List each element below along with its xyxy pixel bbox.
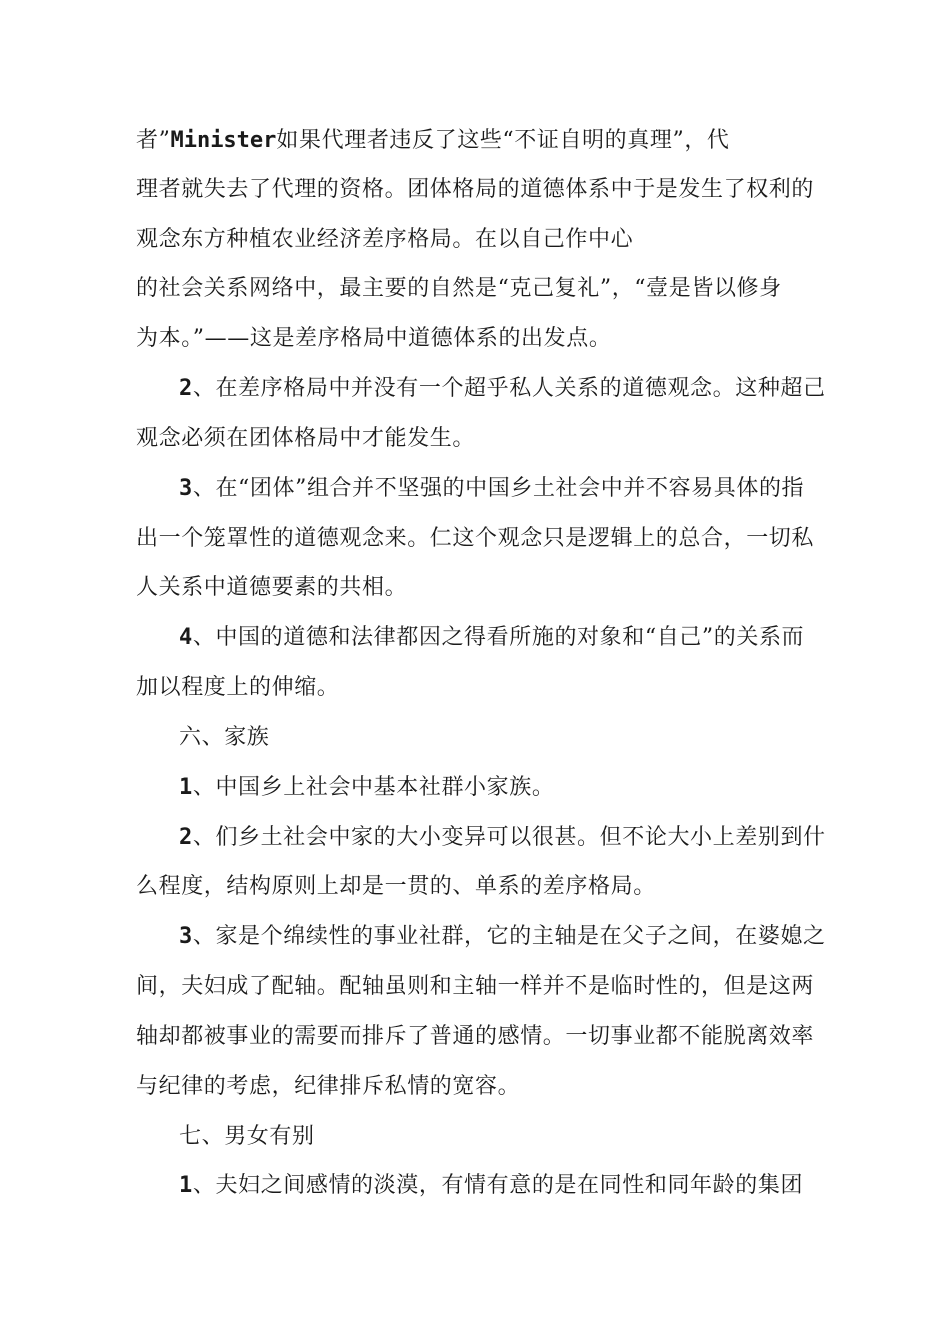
section-heading: 七、男女有别 [179, 1124, 315, 1149]
text-line: 理者就失去了代理的资格。团体格局的道德体系中于是发生了权利的 [136, 177, 815, 202]
numbered-paragraph [179, 474, 879, 504]
paragraph-text: 、在“团体”组合并不坚强的中国乡土社会中并不容易具体的指 [192, 476, 805, 501]
text-line: 观念必须在团体格局中才能发生。 [136, 426, 476, 451]
numbered-paragraph [179, 823, 879, 853]
text-line: 的社会关系网络中，最主要的自然是“克己复礼”，“壹是皆以修身 [136, 276, 782, 301]
paragraph-text: 、家是个绵续性的事业社群，它的主轴是在父子之间，在婆媳之 [192, 924, 826, 949]
item-number: 3 [179, 476, 193, 501]
item-number: 3 [179, 924, 193, 949]
numbered-paragraph [179, 1171, 879, 1201]
item-number: 4 [179, 625, 193, 650]
text-line: 观念东方种植农业经济差序格局。在以自己作中心 [136, 227, 634, 252]
item-number: 2 [179, 825, 193, 850]
text-fragment: 如果代理者违反了这些“不证自明的真理”，代 [276, 128, 730, 153]
paragraph-text: 、中国乡上社会中基本社群小家族。 [192, 775, 555, 800]
text-line: 么程度，结构原则上却是一贯的、单系的差序格局。 [136, 874, 656, 899]
numbered-paragraph [179, 773, 879, 803]
numbered-paragraph [179, 623, 879, 653]
text-line: 为本。”——这是差序格局中道德体系的出发点。 [136, 326, 612, 351]
paragraph-text: 、们乡土社会中家的大小变异可以很甚。但不论大小上差别到什 [192, 825, 826, 850]
text-line: 加以程度上的伸缩。 [136, 675, 340, 700]
text-line: 轴却都被事业的需要而排斥了普通的感情。一切事业都不能脱离效率 [136, 1024, 815, 1049]
item-number: 2 [179, 376, 193, 401]
item-number: 1 [179, 1173, 193, 1198]
text-line: 人关系中道德要素的共相。 [136, 575, 408, 600]
numbered-paragraph [179, 374, 879, 404]
paragraph-text: 、在差序格局中并没有一个超乎私人关系的道德观念。这种超己 [192, 376, 826, 401]
item-number: 1 [179, 775, 193, 800]
paragraph-text: 、夫妇之间感情的淡漠，有情有意的是在同性和同年龄的集团 [192, 1173, 804, 1198]
numbered-paragraph [179, 922, 879, 952]
text-fragment: 者” [136, 128, 171, 153]
text-line: 间，夫妇成了配轴。配轴虽则和主轴一样并不是临时性的，但是这两 [136, 974, 815, 999]
paragraph-text: 、中国的道德和法律都因之得看所施的对象和“自己”的关系而 [192, 625, 805, 650]
text-line: 出一个笼罩性的道德观念来。仁这个观念只是逻辑上的总合，一切私 [136, 526, 815, 551]
english-term: Minister [170, 128, 277, 153]
section-heading: 六、家族 [179, 725, 270, 750]
text-line [136, 126, 836, 156]
text-line: 与纪律的考虑，纪律排斥私情的宽容。 [136, 1074, 521, 1099]
